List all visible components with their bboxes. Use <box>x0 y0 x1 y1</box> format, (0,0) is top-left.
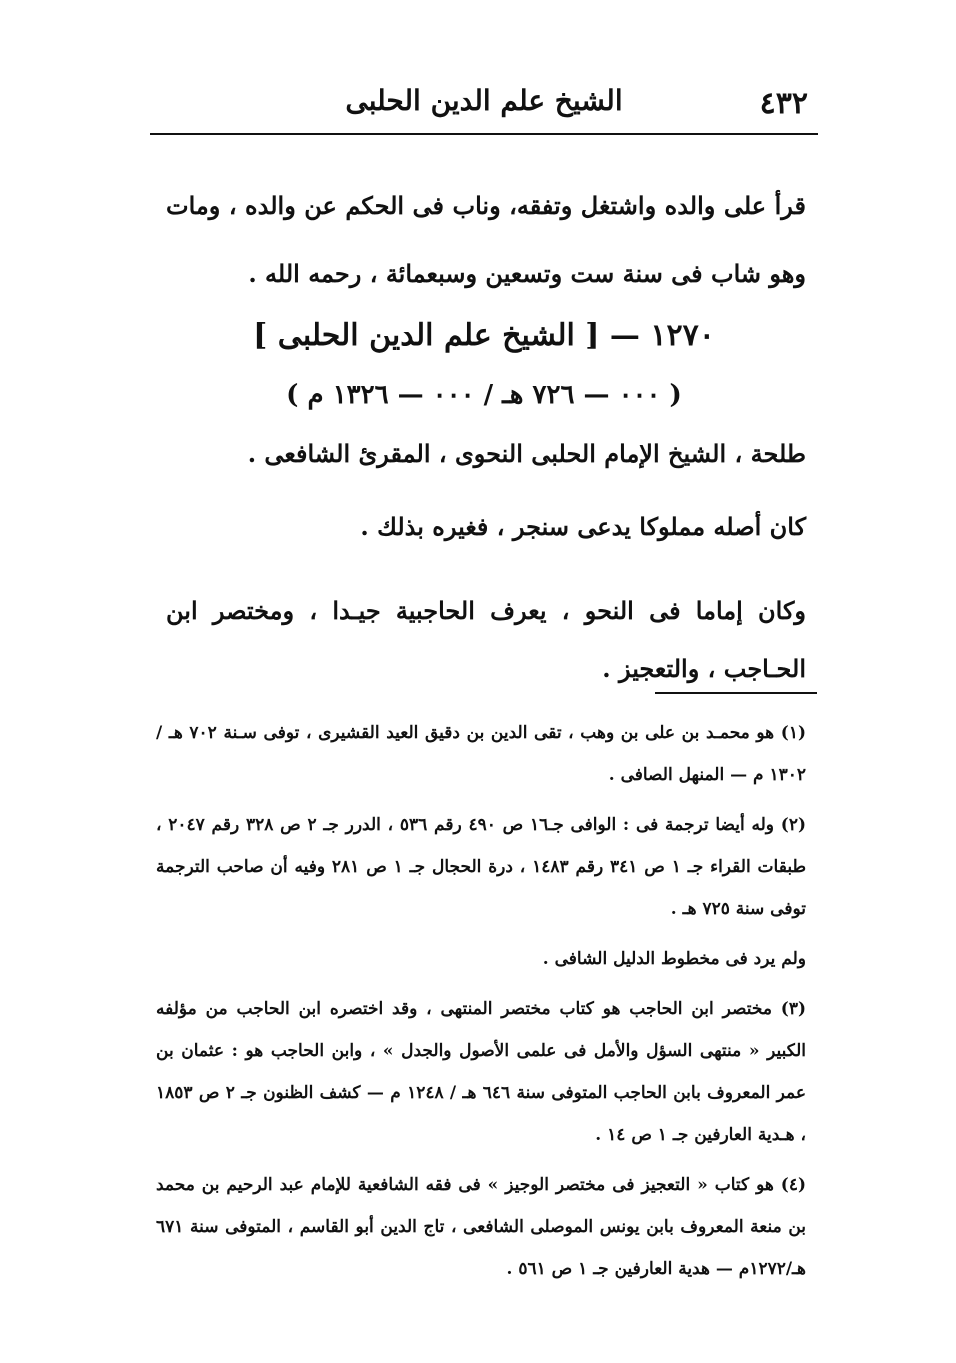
footnote-2-note: ولم يرد فى مخطوط الدليل الشافى . <box>542 949 806 969</box>
page-number: ٤٣٢ <box>759 86 808 121</box>
running-title: الشيخ علم الدين الحلبى <box>345 84 623 117</box>
entry-title: ١٢٧٠ — [ الشيخ علم الدين الحلبى ] <box>253 318 715 353</box>
footnote-4: (٤) هو كتاب « التعجيز فى مختصر الوجيز » فى فقه الشافعية للإمام عبد الرحيم بن محمد بن منعة المعروف بابن يونس الموصلى الشافعى ، تاج الدين أبو القاسم ، المتوفى سنة ٦٧١ هـ/١٢٧٢م — هدية العارفين جـ ١ ص ٥٦١ . <box>156 1175 806 1279</box>
header-rule <box>150 133 818 135</box>
footnote-rule <box>655 692 817 694</box>
paragraph-2: طلحة ، الشيخ الإمام الحلبى النحوى ، المقرئ الشافعى . <box>247 439 806 468</box>
footnote-3: (٣) مختصر ابن الحاجب هو كتاب مختصر المنتهى ، وقد اختصره ابن الحاجب من مؤلفه الكبير « منتهى السؤل والأمل فى علمى الأصول والجدل » ، وابن الحاجب هو : عثمان بن عمر المعروف بابن الحاجب المتوفى سنة ٦٤٦ هـ / ١٢٤٨ م — كشف الظنون جـ ٢ ص ١٨٥٣ ، هـدية العارفين جـ ١ ص ١٤ . <box>156 999 806 1145</box>
footnote-1: (١) هو محمـد بن على بن وهب ، تقى الدين بن دقيق العيد القشيرى ، توفى سـنة ٧٠٢ هـ / ١٣٠٢ م — المنهل الصافى . <box>156 723 807 785</box>
paragraph-1: قرأ على والده واشتغل وتفقه، وناب فى الحكم عن والده ، ومات وهو شاب فى سنة ست وتسعين وسبعمائة ، رحمه الله . <box>166 191 806 288</box>
page-header <box>150 78 818 134</box>
paragraph-4: وكان إماما فى النحو ، يعرف الحاجبية جيـدا ، ومختصر ابن الحـاجب ، والتعجيز . <box>166 596 806 683</box>
footnotes <box>156 712 806 1298</box>
footnote-2: (٢) وله أيضا ترجمة فى : الوافى جـ١٦ ص ٤٩٠ رقم ٥٣٦ ، الدرر جـ ٢ ص ٣٢٨ رقم ٢٠٤٧ ، طبقات القراء جـ ١ ص ٣٤١ رقم ١٤٨٣ ، درة الحجال جـ ١ ص ٢٨١ وفيه أن صاحب الترجمة توفى سنة ٧٢٥ هـ . <box>156 815 806 919</box>
paragraph-3: كان أصله مملوكا يدعى سنجر ، فغيره بذلك . <box>360 512 806 541</box>
entry-dates: ( ٠٠٠ — ٧٢٦ هـ / ٠٠٠ — ١٣٢٦ م ) <box>286 380 682 410</box>
